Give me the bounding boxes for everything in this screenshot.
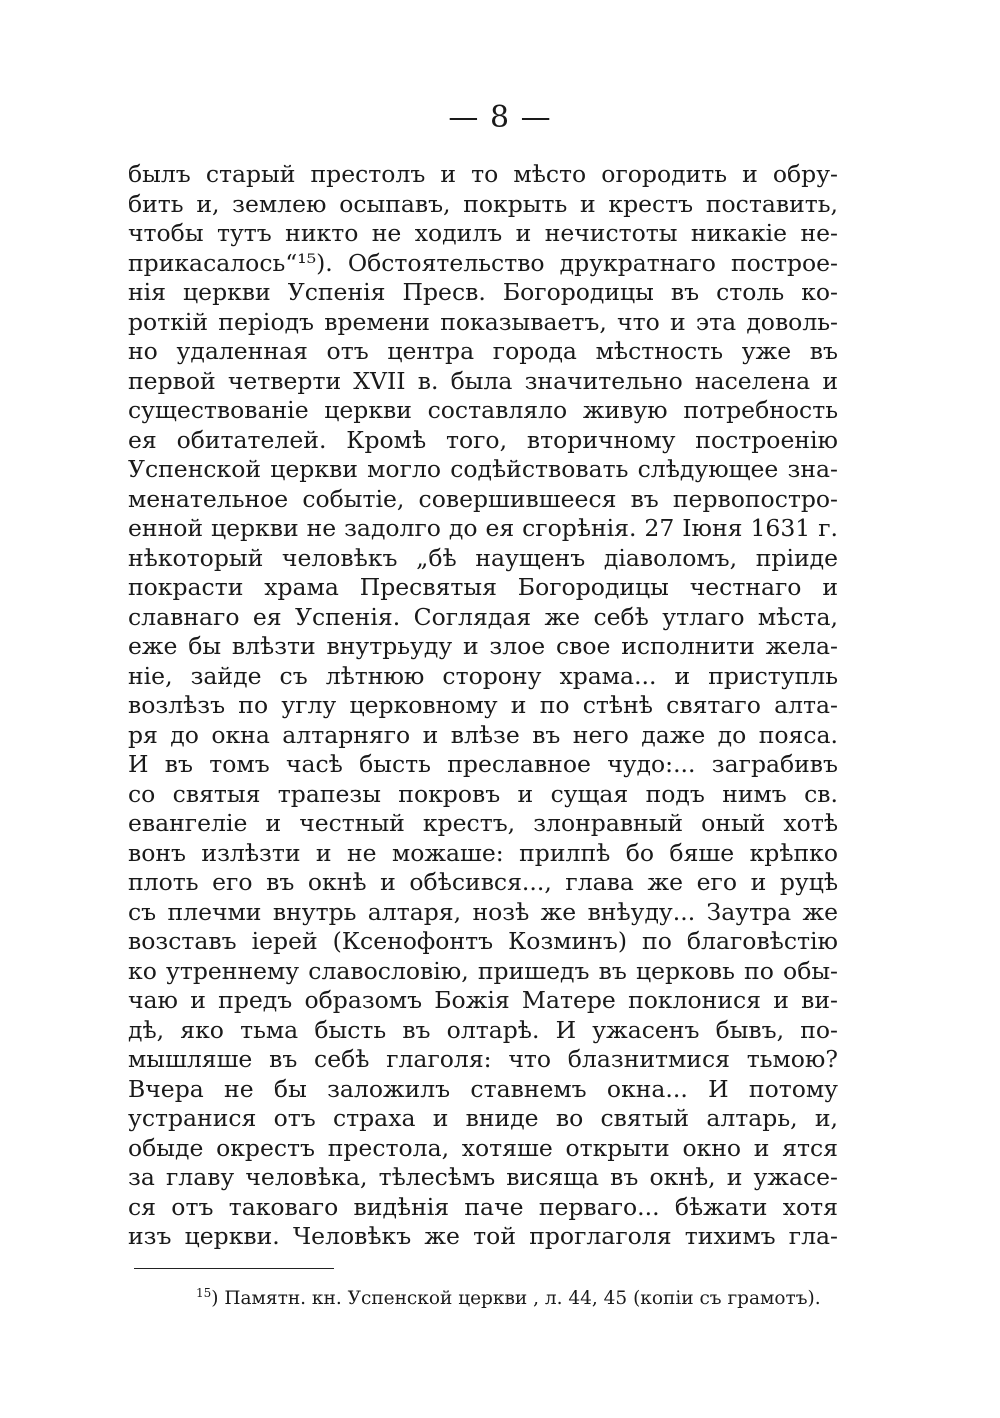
text-line: за главу человѣка, тѣлесѣмъ висяща въ окнѣ, и ужасе- [128,1163,838,1191]
body-text [128,160,838,1252]
footnote [196,1280,836,1312]
text-line: евангеліе и честный крестъ, злонравный оный хотѣ [128,809,838,837]
text-line: чаю и предъ образомъ Божія Матере поклонися и ви- [128,986,838,1014]
text-line: устранися отъ страха и вниде во святый алтарь, и, [128,1104,838,1132]
footnote-text: ) Памятн. кн. Успенской церкви , л. 44, 45 (копіи съ грамотъ). [211,1288,821,1310]
text-line: славнаго ея Успенія. Соглядая же себѣ утлаго мѣста, [128,602,838,631]
text-line: еже бы влѣзти внутрьуду и злое свое исполнити жела- [128,632,838,660]
text-line: бить и, землею осыпавъ, покрыть и крестъ поставить, [128,189,838,218]
text-line: покрасти храма Пресвятыя Богородицы честнаго и [128,573,838,601]
text-line: былъ старый престолъ и то мѣсто огородить и обру- [128,160,838,188]
text-line: Вчера не бы заложилъ ставнемъ окна... И потому [128,1074,838,1103]
text-line: ся отъ таковаго видѣнія паче перваго... бѣжати хотя [128,1192,838,1221]
text-line: Успенской церкви могло содѣйствовать слѣдующее зна- [128,455,838,483]
text-line: прикасалось“¹⁵). Обстоятельство друкратнаго построе- [128,248,838,277]
text-line: нѣкоторый человѣкъ „бѣ наущенъ діаволомъ, пріиде [128,543,838,572]
text-line: ко утреннему славословію, пришедъ въ церковь по обы- [128,956,838,985]
text-line: съ плечми внутрь алтаря, нозѣ же внѣуду... Заутра же [128,897,838,926]
text-line: существованіе церкви составляло живую потребность [128,396,838,424]
footnote-marker: 15 [196,1286,212,1300]
text-line: дѣ, яко тьма бысть въ олтарѣ. И ужасенъ бывъ, по- [128,1015,838,1044]
text-line: чтобы тутъ никто не ходилъ и нечистоты никакіе не- [128,219,838,247]
text-line: нія церкви Успенія Пресв. Богородицы въ столь ко- [128,278,838,306]
text-line: обыде окрестъ престола, хотяше открыти окно и ятся [128,1133,838,1162]
text-line: вонъ излѣзти и не можаше: прилпѣ бо бяше крѣпко [128,838,838,867]
text-line: енной церкви не задолго до ея сгорѣнія. 27 Іюня 1631 г. [128,514,838,542]
text-line: роткій періодъ времени показываетъ, что и эта доволь- [128,307,838,336]
text-line: И въ томъ часѣ бысть преславное чудо:... заграбивъ [128,750,838,778]
text-line: изъ церкви. Человѣкъ же той проглаголя тихимъ гла- [128,1222,838,1250]
text-line: возставъ іерей (Ксенофонтъ Козминъ) по благовѣстію [128,927,838,955]
text-line: ея обитателей. Кромѣ того, вторичному построенію [128,425,838,454]
text-line: со святыя трапезы покровъ и сущая подъ нимъ св. [128,779,838,808]
text-line: ніе, зайде съ лѣтнюю сторону храма... и приступль [128,661,838,690]
text-line: мышляше въ себѣ глаголя: что блазнитмися тьмою? [128,1045,838,1073]
text-line: возлѣзъ по углу церковному и по стѣнѣ святаго алта- [128,691,838,719]
text-line: ря до окна алтарняго и влѣзе въ него даже до пояса. [128,720,838,749]
text-line: плоть его въ окнѣ и обѣсився..., глава же его и руцѣ [128,868,838,896]
text-line: но удаленная отъ центра города мѣстность уже въ [128,337,838,365]
text-line: менательное событіе, совершившееся въ первопостро- [128,484,838,513]
footnote-divider [134,1268,334,1269]
page-number: — 8 — [448,100,552,135]
text-line: первой четверти XVII в. была значительно населена и [128,366,838,395]
